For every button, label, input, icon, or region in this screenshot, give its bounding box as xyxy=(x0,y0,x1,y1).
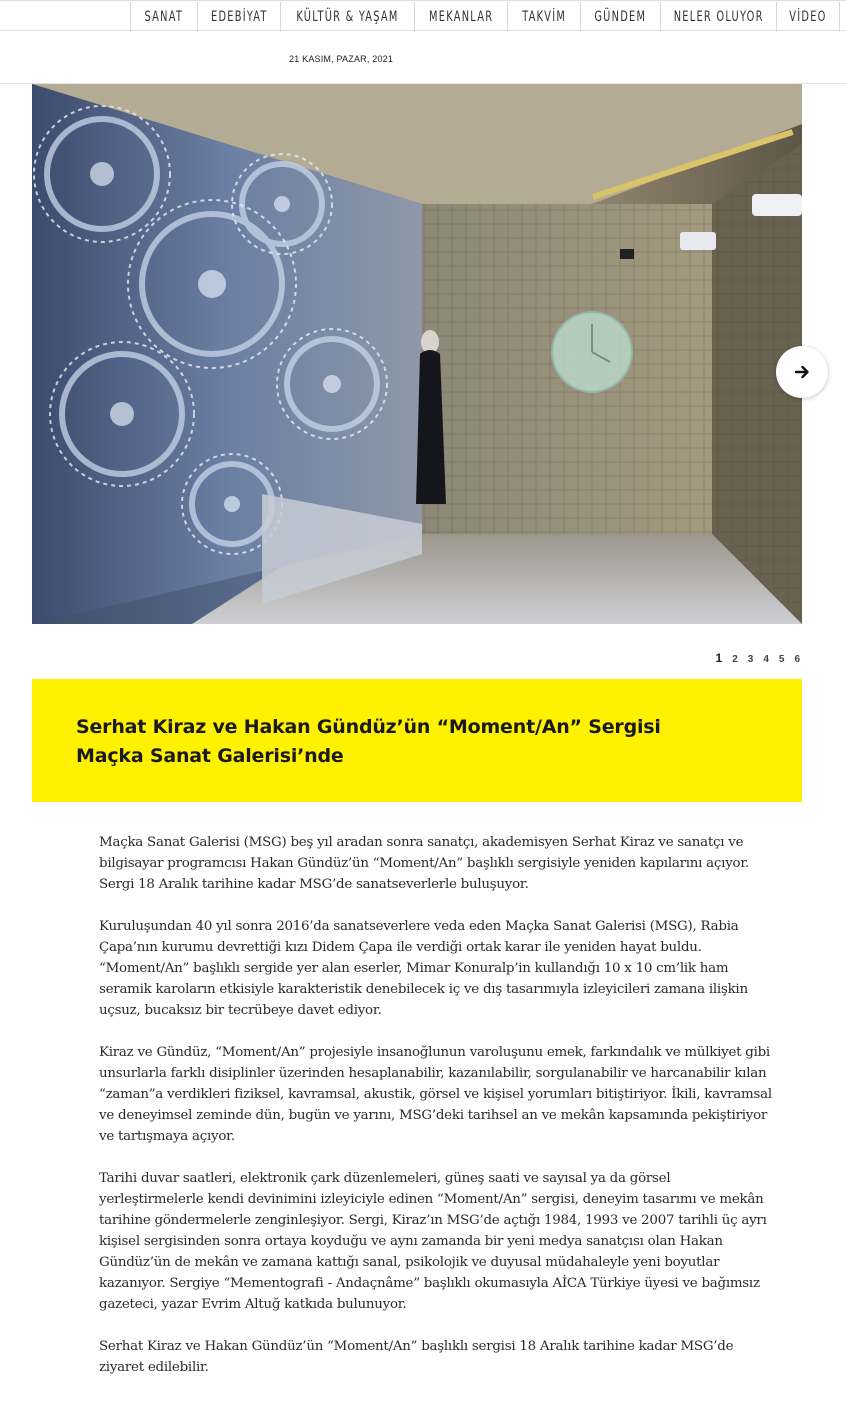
article-paragraph: Kiraz ve Gündüz, “Moment/An” projesiyle insanoğlunun varoluşunu emek, farkındalık ve mülkiyet gibi unsurlarla farklı disiplinler üzerinden hesaplanabilir, kazanılabilir, sorgulanabilir ve harcanabilir kılan “zaman”a verdikleri fiziksel, kavramsal, akustik, görsel ve kişisel yorumları bitiştiriyor. İkili, kavramsal ve deneyimsel zeminde dün, bugün ve yarını, MSG’deki tarihsel an ve mekân kapsamında pekiştiriyor ve tartışmaya açıyor. xyxy=(99,1045,772,1144)
nav-item-sanat[interactable]: SANAT xyxy=(130,2,197,32)
arrow-right-icon xyxy=(794,364,810,380)
article-body xyxy=(99,832,775,1399)
article-title-box xyxy=(32,679,802,802)
gallery-installation-illustration xyxy=(32,84,802,624)
hero-image xyxy=(32,84,802,624)
slide-pagination xyxy=(706,651,801,665)
page-4-link[interactable]: 4 xyxy=(763,654,769,665)
current-date: 21 KASIM, PAZAR, 2021 xyxy=(289,54,394,64)
page-5-link[interactable]: 5 xyxy=(778,654,785,665)
page-3-link[interactable]: 3 xyxy=(747,654,754,665)
nav-menu xyxy=(130,2,840,32)
page-2-link[interactable]: 2 xyxy=(732,654,738,665)
nav-item-kultur-yasam[interactable]: KÜLTÜR & YAŞAM xyxy=(280,2,414,32)
article-title: Serhat Kiraz ve Hakan Gündüz’ün “Moment/An” Sergisi Maçka Sanat Galerisi’nde xyxy=(76,716,661,767)
nav-item-mekanlar[interactable]: MEKANLAR xyxy=(414,2,507,32)
article-paragraph: Maçka Sanat Galerisi (MSG) beş yıl aradan sonra sanatçı, akademisyen Serhat Kiraz ve sanatçı ve bilgisayar programcısı Hakan Gündüz’ün “Moment/An” başlıklı sergisiyle yeniden kapılarını açıyor. Sergi 18 Aralık tarihine kadar MSG’de sanatseverlerle buluşuyor. xyxy=(99,835,750,892)
page-6-link[interactable]: 6 xyxy=(794,654,800,665)
nav-item-video[interactable]: VİDEO xyxy=(776,2,840,32)
nav-item-gundem[interactable]: GÜNDEM xyxy=(580,2,660,32)
nav-item-takvim[interactable]: TAKVİM xyxy=(507,2,580,32)
page-1-link[interactable]: 1 xyxy=(715,651,723,665)
article-paragraph: Tarihi duvar saatleri, elektronik çark düzenlemeleri, güneş saati ve sayısal ya da görsel yerleştirmelerle kendi devinimini izleyiciyle edinen “Moment/An” sergisi, deneyim tasarımı ve mekân tarihine göndermelerle zenginleşiyor. Sergi, Kiraz’ın MSG’de açtığı 1984, 1993 ve 2007 tarihli üç ayrı kişisel sergisinden sonra ortaya koyduğu ve aynı zamanda bir yeni medya sanatçısı olan Hakan Gündüz’ün de mekân ve zamana kattığı sanal, psikolojik ve duyusal müdahaleyle yeni boyutlar kazanıyor. Sergiye “Mementografi - Andaçnâme” başlıklı okumasıyla AİCA Türkiye üyesi ve bağımsız gazeteci, yazar Evrim Altuğ katkıda bulunuyor. xyxy=(99,1171,767,1312)
nav-item-edebiyat[interactable]: EDEBİYAT xyxy=(197,2,280,32)
nav-item-neler-oluyor[interactable]: NELER OLUYOR xyxy=(660,2,776,32)
next-slide-button[interactable] xyxy=(776,346,828,398)
header-bar xyxy=(0,31,846,84)
article-paragraph: Kuruluşundan 40 yıl sonra 2016’da sanatseverlere veda eden Maçka Sanat Galerisi (MSG), Rabia Çapa’nın kurumu devrettiği kızı Didem Çapa ile verdiği ortak karar ile yeniden hayat buldu. “Moment/An” başlıklı sergide yer alan eserler, Mimar Konuralp’in kullandığı 10 x 10 cm’lik ham seramik karoların etkisiyle karakteristik denebilecek iç ve dış tasarımıyla izleyicileri zamana ilişkin uçsuz, bucaksız bir tecrübeye davet ediyor. xyxy=(99,919,748,1018)
article-paragraph: Serhat Kiraz ve Hakan Gündüz’ün “Moment/An” başlıklı sergisi 18 Aralık tarihine kadar MSG’de ziyaret edilebilir. xyxy=(99,1339,734,1375)
top-navigation xyxy=(0,0,846,31)
